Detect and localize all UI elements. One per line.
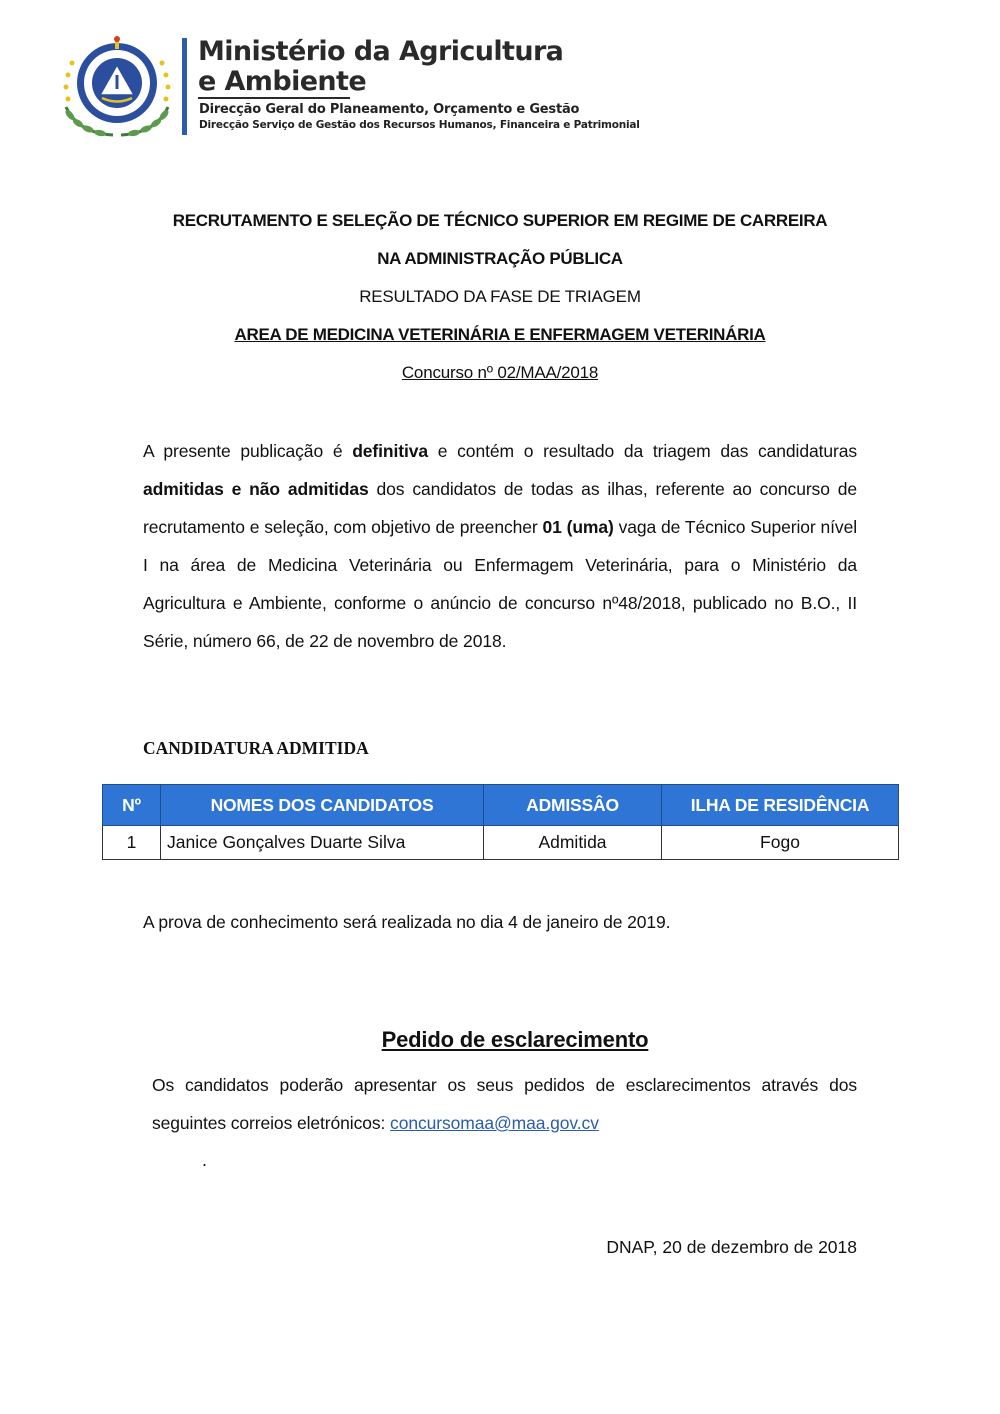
column-header-admission: ADMISSÂO — [484, 785, 662, 826]
table-row — [103, 826, 899, 860]
directorate-name: Direcção Geral do Planeamento, Orçamento e Gestão — [199, 102, 580, 117]
clarification-paragraph: Os candidatos poderão apresentar os seus pedidos de esclarecimentos através dos seguintes correios eletrónicos: concursomaa@maa.gov.cv — [152, 1075, 857, 1133]
section-title-admitted: CANDIDATURA ADMITIDA — [143, 738, 369, 758]
place-date-signoff: DNAP, 20 de dezembro de 2018 — [606, 1237, 857, 1257]
title-line1: RECRUTAMENTO E SELEÇÃO DE TÉCNICO SUPERIOR EM REGIME DE CARREIRA — [172, 211, 828, 230]
cell-island: Fogo — [662, 826, 899, 860]
stray-period: . — [202, 1150, 208, 1170]
title-line4: AREA DE MEDICINA VETERINÁRIA E ENFERMAGEM VETERINÁRIA — [234, 325, 766, 344]
column-header-number: Nº — [103, 785, 161, 826]
cell-candidate-name: Janice Gonçalves Duarte Silva — [161, 826, 484, 860]
publication-paragraph: A presente publicação é definitiva e contém o resultado da triagem das candidaturas admitidas e não admitidas dos candidatos de todas as ilhas, referente ao concurso de recrutamento e seleção, com objetivo de preencher 01 (uma) vaga de Técnico Superior nível I na área de Medicina Veterinária ou Enfermagem Veterinária, para o Ministério da Agricultura e Ambiente, conforme o anúncio de concurso nº48/2018, publicado no B.O., II Série, número 66, de 22 de novembro de 2018. — [143, 441, 857, 651]
ministry-name-line2: e Ambiente — [198, 66, 367, 97]
service-name: Direcção Serviço de Gestão dos Recursos Humanos, Financeira e Patrimonial — [199, 119, 640, 131]
table-header-row — [103, 785, 899, 826]
title-line3: RESULTADO DA FASE DE TRIAGEM — [359, 287, 641, 306]
contact-email-link[interactable]: concursomaa@maa.gov.cv — [390, 1113, 599, 1133]
ministry-name-line1: Ministério da Agricultura — [198, 36, 564, 67]
exam-date-note: A prova de conhecimento será realizada no dia 4 de janeiro de 2019. — [143, 912, 671, 932]
competition-number: Concurso nº 02/MAA/2018 — [401, 363, 599, 382]
header-divider — [198, 97, 350, 99]
candidates-table — [102, 784, 899, 860]
cell-admission: Admitida — [484, 826, 662, 860]
header-accent-bar — [182, 38, 187, 135]
column-header-names: NOMES DOS CANDIDATOS — [161, 785, 484, 826]
clarification-heading: Pedido de esclarecimento — [381, 1027, 649, 1052]
cell-number: 1 — [103, 826, 161, 860]
title-line2: NA ADMINISTRAÇÃO PÚBLICA — [377, 249, 623, 268]
column-header-island: ILHA DE RESIDÊNCIA — [662, 785, 899, 826]
coat-of-arms-logo — [58, 35, 176, 140]
